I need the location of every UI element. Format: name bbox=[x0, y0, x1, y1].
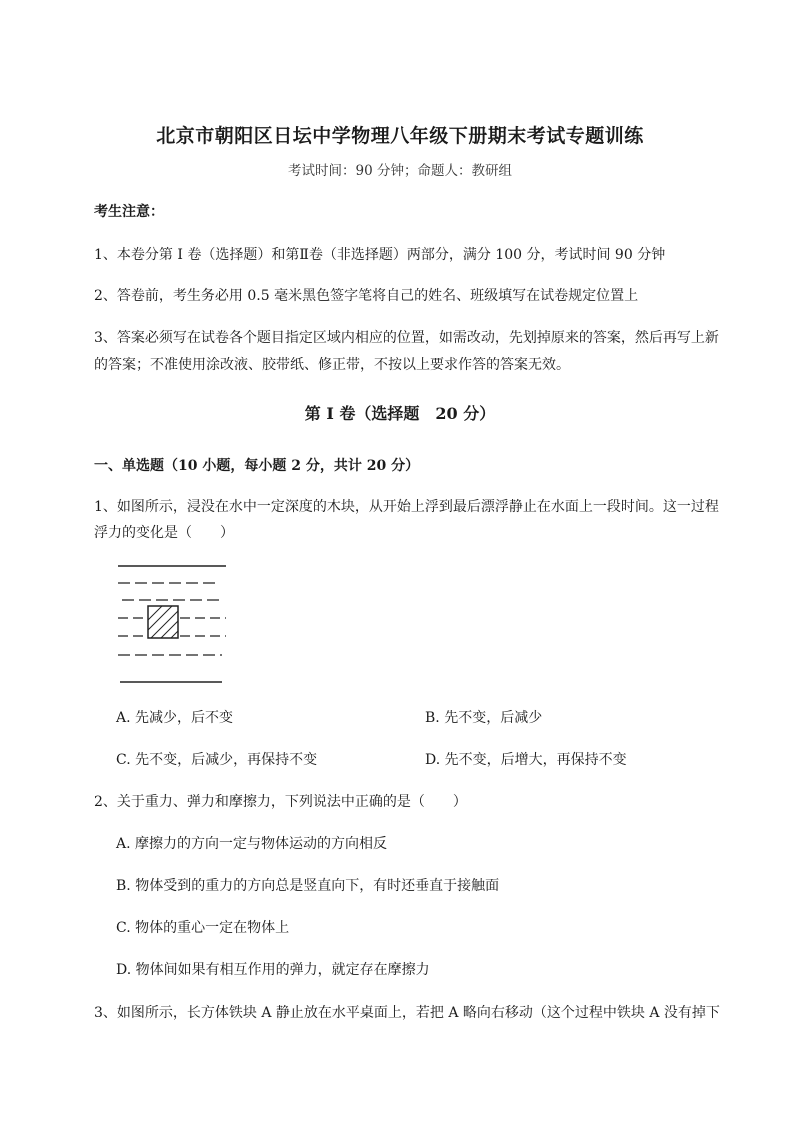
wooden-block bbox=[148, 606, 178, 638]
notice-heading: 考生注意： bbox=[94, 204, 164, 220]
notice-item: 的答案；不准使用涂改液、胶带纸、修正带，不按以上要求作答的答案无效。 bbox=[94, 357, 570, 373]
question-1-figure bbox=[110, 558, 234, 688]
question-1-option-b[interactable]: B. 先不变，后减少 bbox=[425, 710, 543, 726]
question-2-option-a[interactable]: A. 摩擦力的方向一定与物体运动的方向相反 bbox=[116, 836, 388, 852]
question-3-stem: 3、如图所示，长方体铁块 A 静止放在水平桌面上，若把 A 略向右移动（这个过程中铁块 A 没有掉下 bbox=[94, 1005, 720, 1021]
notice-item: 2、答卷前，考生务必用 0.5 毫米黑色签字笔将自己的姓名、班级填写在试卷规定位置上 bbox=[94, 288, 639, 304]
notice-item: 3、答案必须写在试卷各个题目指定区域内相应的位置，如需改动，先划掉原来的答案，然后再写上新 bbox=[94, 330, 719, 346]
exam-title: 北京市朝阳区日坛中学物理八年级下册期末考试专题训练 bbox=[156, 125, 644, 147]
question-1-stem: 浮力的变化是（ ） bbox=[94, 525, 234, 541]
question-2-stem: 2、关于重力、弹力和摩擦力，下列说法中正确的是（ ） bbox=[94, 794, 467, 810]
section-title: 第 I 卷（选择题 20 分） bbox=[304, 404, 496, 423]
notice-item: 1、本卷分第 I 卷（选择题）和第Ⅱ卷（非选择题）两部分，满分 100 分，考试时间 90 分钟 bbox=[94, 247, 666, 263]
question-1-option-a[interactable]: A. 先减少，后不变 bbox=[116, 710, 234, 726]
question-1-stem: 1、如图所示，浸没在水中一定深度的木块，从开始上浮到最后漂浮静止在水面上一段时间。这一过程 bbox=[94, 499, 719, 515]
exam-subtitle: 考试时间：90 分钟；命题人：教研组 bbox=[288, 163, 512, 179]
question-2-option-c[interactable]: C. 物体的重心一定在物体上 bbox=[116, 920, 290, 936]
question-2-option-d[interactable]: D. 物体间如果有相互作用的弹力，就定存在摩擦力 bbox=[116, 962, 430, 978]
water-block-diagram bbox=[110, 558, 234, 688]
question-2-option-b[interactable]: B. 物体受到的重力的方向总是竖直向下，有时还垂直于接触面 bbox=[116, 878, 500, 894]
part-heading: 一、单选题（10 小题，每小题 2 分，共计 20 分） bbox=[94, 458, 420, 474]
question-1-option-c[interactable]: C. 先不变，后减少，再保持不变 bbox=[116, 752, 318, 768]
question-1-option-d[interactable]: D. 先不变，后增大，再保持不变 bbox=[425, 752, 627, 768]
